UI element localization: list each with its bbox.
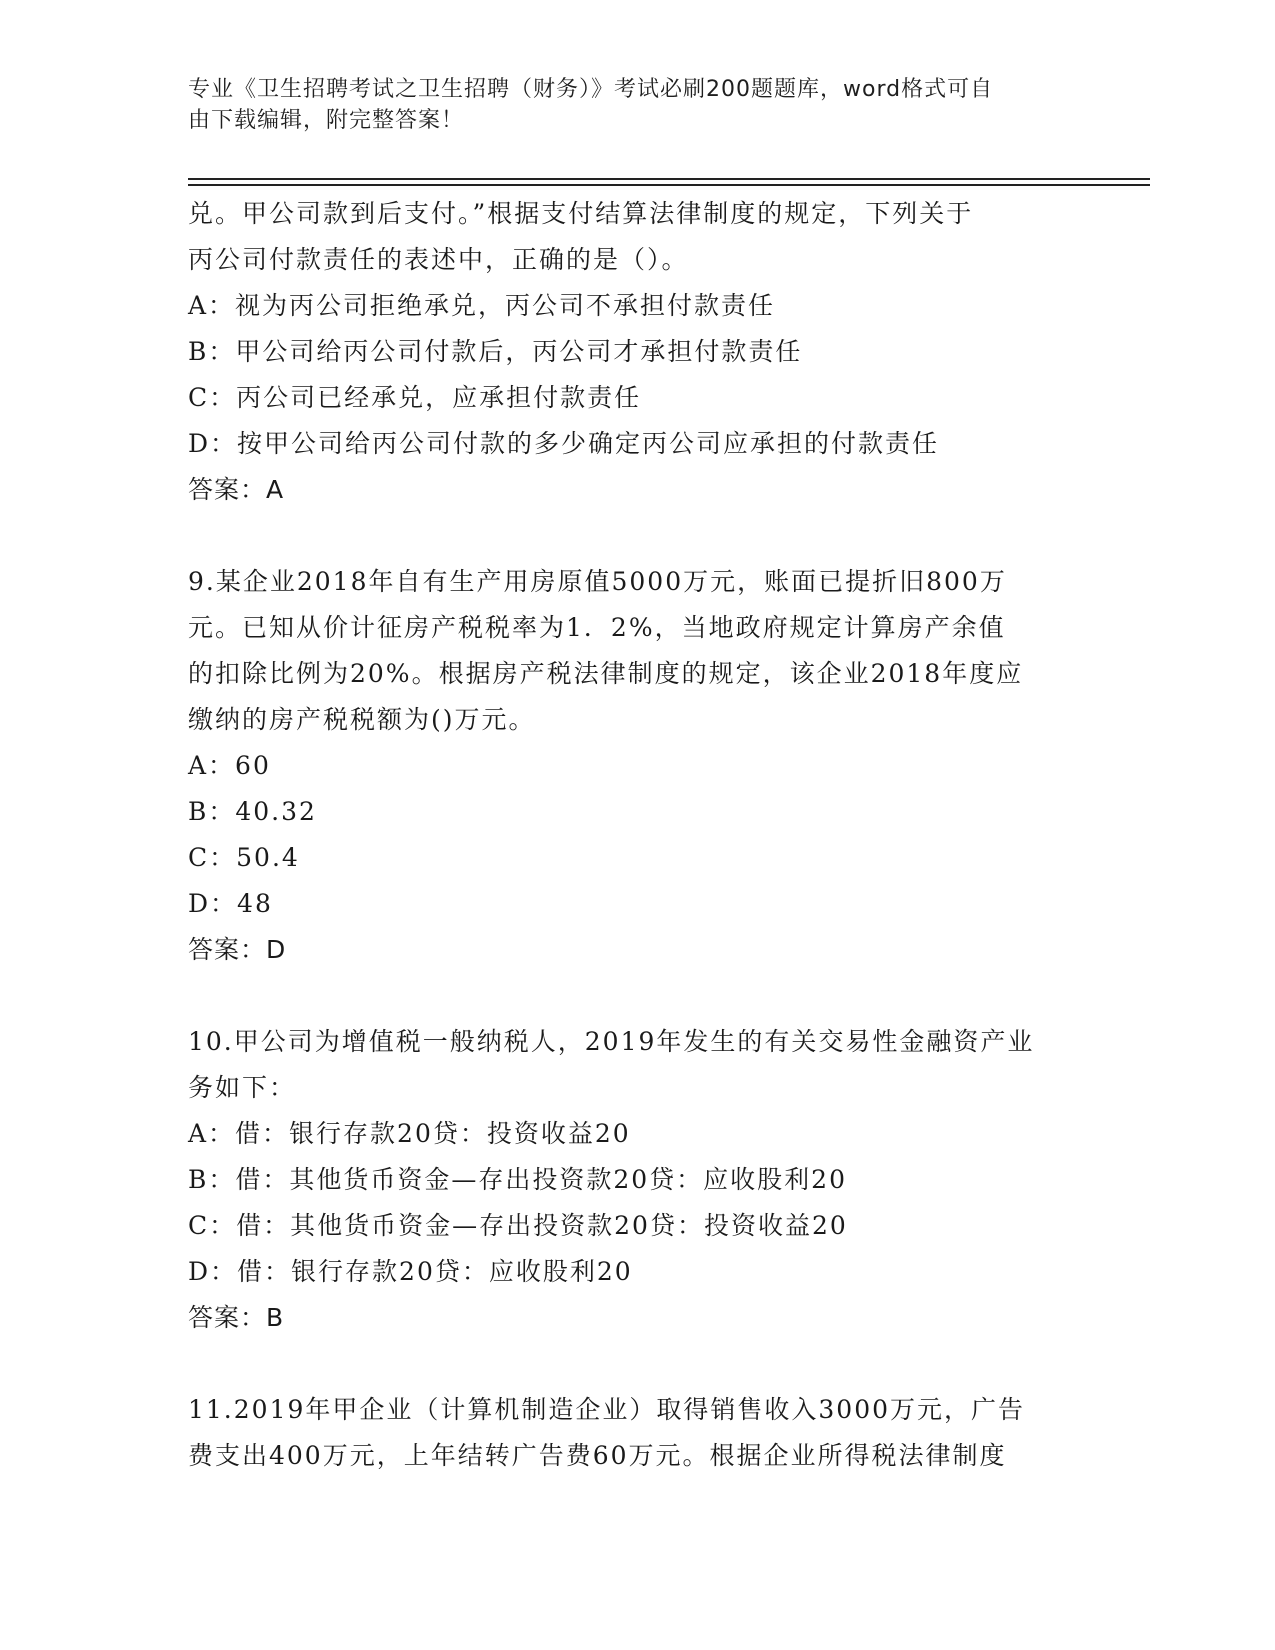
question-gap [188, 513, 1088, 559]
question-gap [188, 973, 1088, 1019]
option-d: D：借：银行存款20贷：应收股利20 [188, 1257, 633, 1286]
question-8 [188, 191, 1088, 513]
answer-line: 答案：B [188, 1303, 285, 1332]
question-stem-line: 丙公司付款责任的表述中，正确的是（）。 [188, 245, 689, 274]
option-a: A：60 [188, 751, 271, 780]
option-d: D：按甲公司给丙公司付款的多少确定丙公司应承担的付款责任 [188, 429, 940, 458]
question-stem-line: 元。已知从价计征房产税税率为1．2%，当地政府规定计算房产余值 [188, 613, 1006, 642]
question-stem-line: 缴纳的房产税税额为()万元。 [188, 705, 536, 734]
question-10 [188, 1019, 1088, 1341]
option-b: B：40.32 [188, 797, 317, 826]
question-stem-line: 11.2019年甲企业（计算机制造企业）取得销售收入3000万元，广告 [188, 1395, 1026, 1424]
option-b: B：甲公司给丙公司付款后，丙公司才承担付款责任 [188, 337, 803, 366]
option-c: C：借：其他货币资金—存出投资款20贷：投资收益20 [188, 1211, 848, 1240]
question-stem-line: 务如下： [188, 1073, 297, 1102]
question-stem-line: 9.某企业2018年自有生产用房原值5000万元，账面已提折旧800万 [188, 567, 1007, 596]
header-line-1: 专业《卫生招聘考试之卫生招聘（财务）》考试必刷200题题库，word格式可自 [188, 77, 994, 102]
question-9 [188, 559, 1088, 973]
question-stem-line: 的扣除比例为20%。根据房产税法律制度的规定，该企业2018年度应 [188, 659, 1024, 688]
option-a: A：视为丙公司拒绝承兑，丙公司不承担付款责任 [188, 291, 776, 320]
option-c: C：丙公司已经承兑，应承担付款责任 [188, 383, 642, 412]
question-gap [188, 1341, 1088, 1387]
option-a: A：借：银行存款20贷：投资收益20 [188, 1119, 631, 1148]
document-header [188, 74, 1088, 136]
header-line-2: 由下载编辑，附完整答案！ [188, 108, 465, 133]
document-body [188, 191, 1088, 1479]
question-stem-line: 兑。甲公司款到后支付。”根据支付结算法律制度的规定，下列关于 [188, 199, 974, 228]
header-rule-top [188, 178, 1150, 180]
answer-line: 答案：D [188, 935, 287, 964]
header-rule-bottom [188, 184, 1150, 186]
option-b: B：借：其他货币资金—存出投资款20贷：应收股利20 [188, 1165, 847, 1194]
question-stem-line: 费支出400万元，上年结转广告费60万元。根据企业所得税法律制度 [188, 1441, 1007, 1470]
question-stem-line: 10.甲公司为增值税一般纳税人，2019年发生的有关交易性金融资产业 [188, 1027, 1035, 1056]
option-d: D：48 [188, 889, 273, 918]
question-11 [188, 1387, 1088, 1479]
option-c: C：50.4 [188, 843, 300, 872]
answer-line: 答案：A [188, 475, 285, 504]
